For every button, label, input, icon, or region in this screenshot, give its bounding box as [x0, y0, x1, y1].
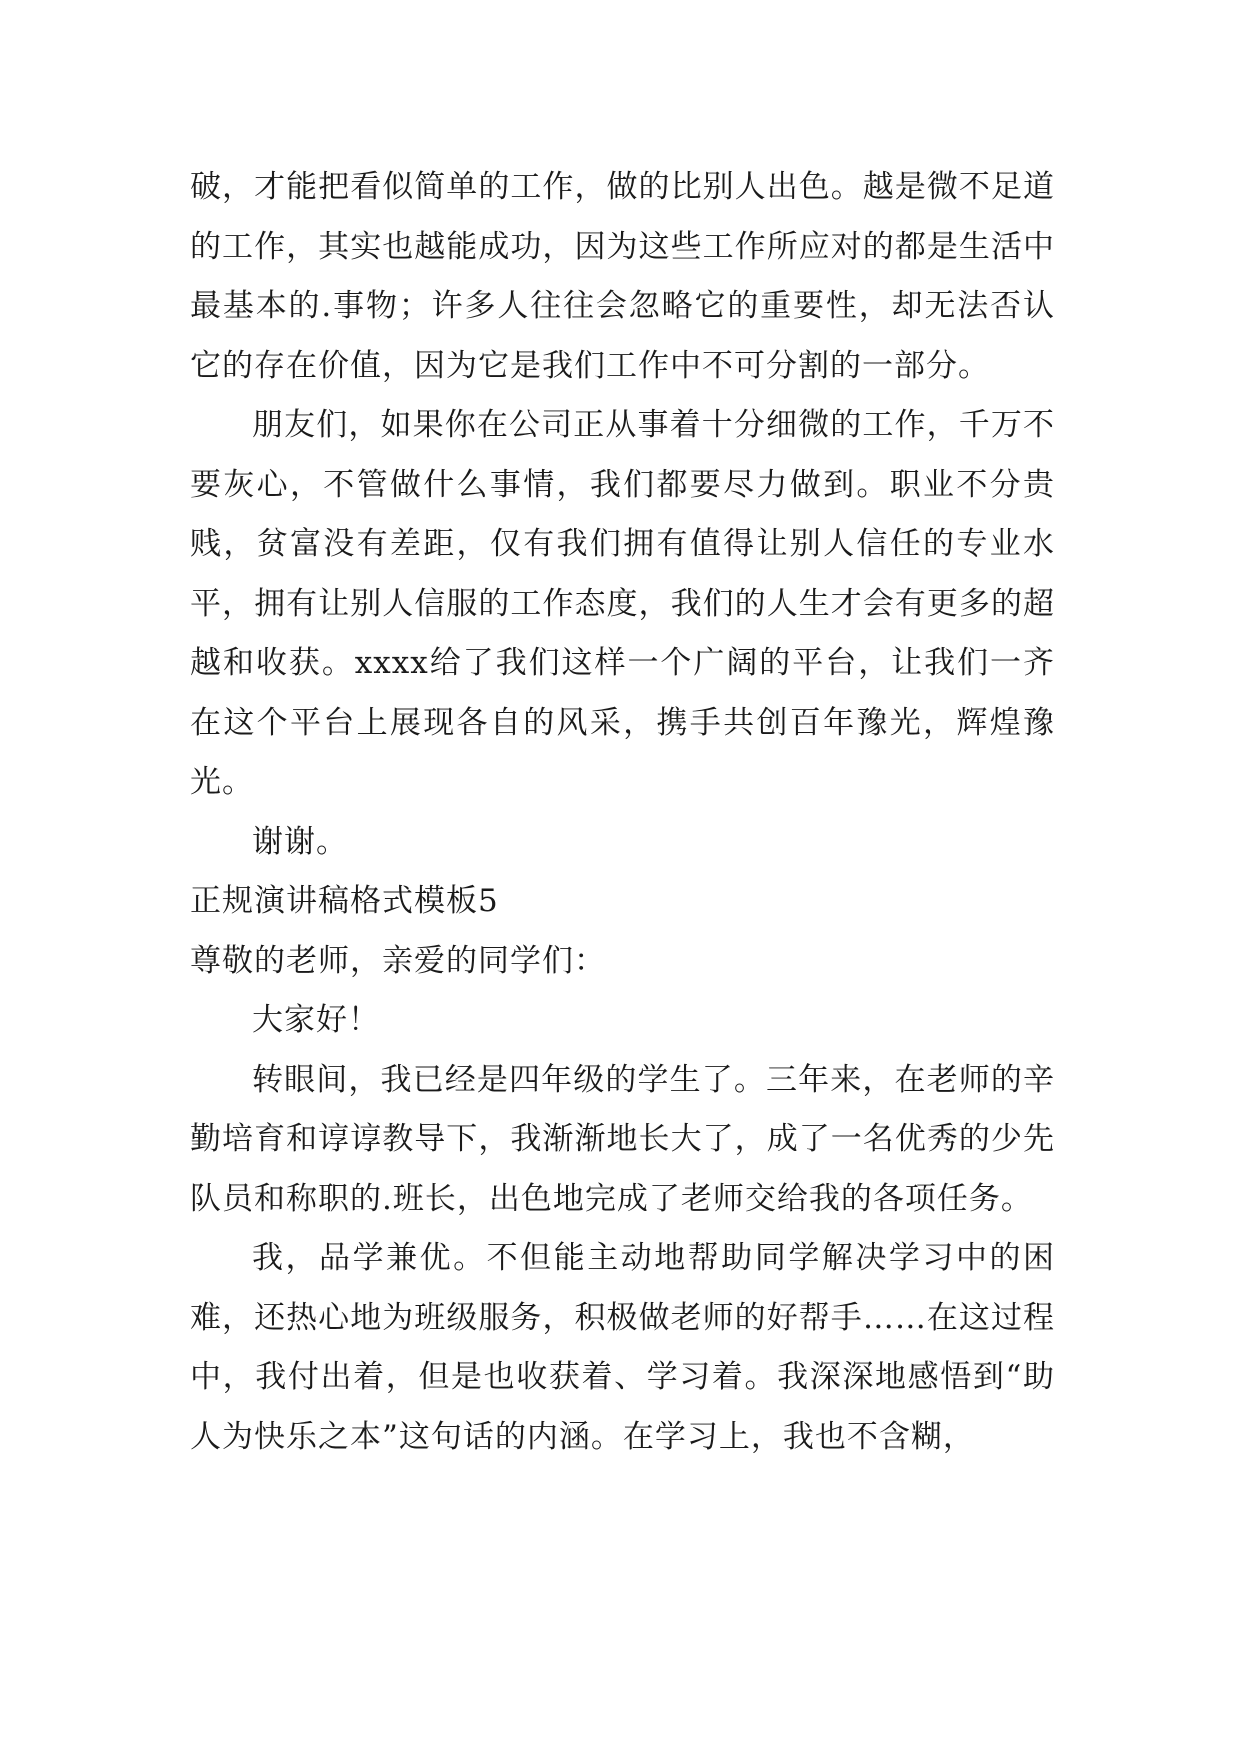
section-heading: 正规演讲稿格式模板5 — [190, 883, 499, 919]
paragraph-4: 我，品学兼优。不但能主动地帮助同学解决学习中的困难，还热心地为班级服务，积极做老师的好帮手……在这过程中，我付出着，但是也收获着、学习着。我深深地感悟到“助人为快乐之本”这句话的内涵。在学习上，我也不含糊， — [190, 1240, 1055, 1455]
paragraph-3: 转眼间，我已经是四年级的学生了。三年来，在老师的辛勤培育和谆谆教导下，我渐渐地长大了，成了一名优秀的少先队员和称职的.班长，出色地完成了老师交给我的各项任务。 — [190, 1061, 1055, 1217]
paragraph-thanks: 谢谢。 — [252, 823, 348, 860]
greeting: 大家好！ — [252, 1002, 380, 1038]
salutation: 尊敬的老师，亲爱的同学们： — [190, 942, 606, 979]
document-body — [190, 158, 1055, 1467]
paragraph-1: 破，才能把看似简单的工作，做的比别人出色。越是微不足道的工作，其实也越能成功，因为这些工作所应对的都是生活中最基本的.事物；许多人往往会忽略它的重要性，却无法否认它的存在价值，因为它是我们工作中不可分割的一部分。 — [190, 169, 1055, 384]
paragraph-2: 朋友们，如果你在公司正从事着十分细微的工作，千万不要灰心，不管做什么事情，我们都要尽力做到。职业不分贵贱，贫富没有差距，仅有我们拥有值得让别人信任的专业水平，拥有让别人信服的工作态度，我们的人生才会有更多的超越和收获。xxxx给了我们这样一个广阔的平台，让我们一齐在这个平台上展现各自的风采，携手共创百年豫光，辉煌豫光。 — [190, 407, 1055, 800]
